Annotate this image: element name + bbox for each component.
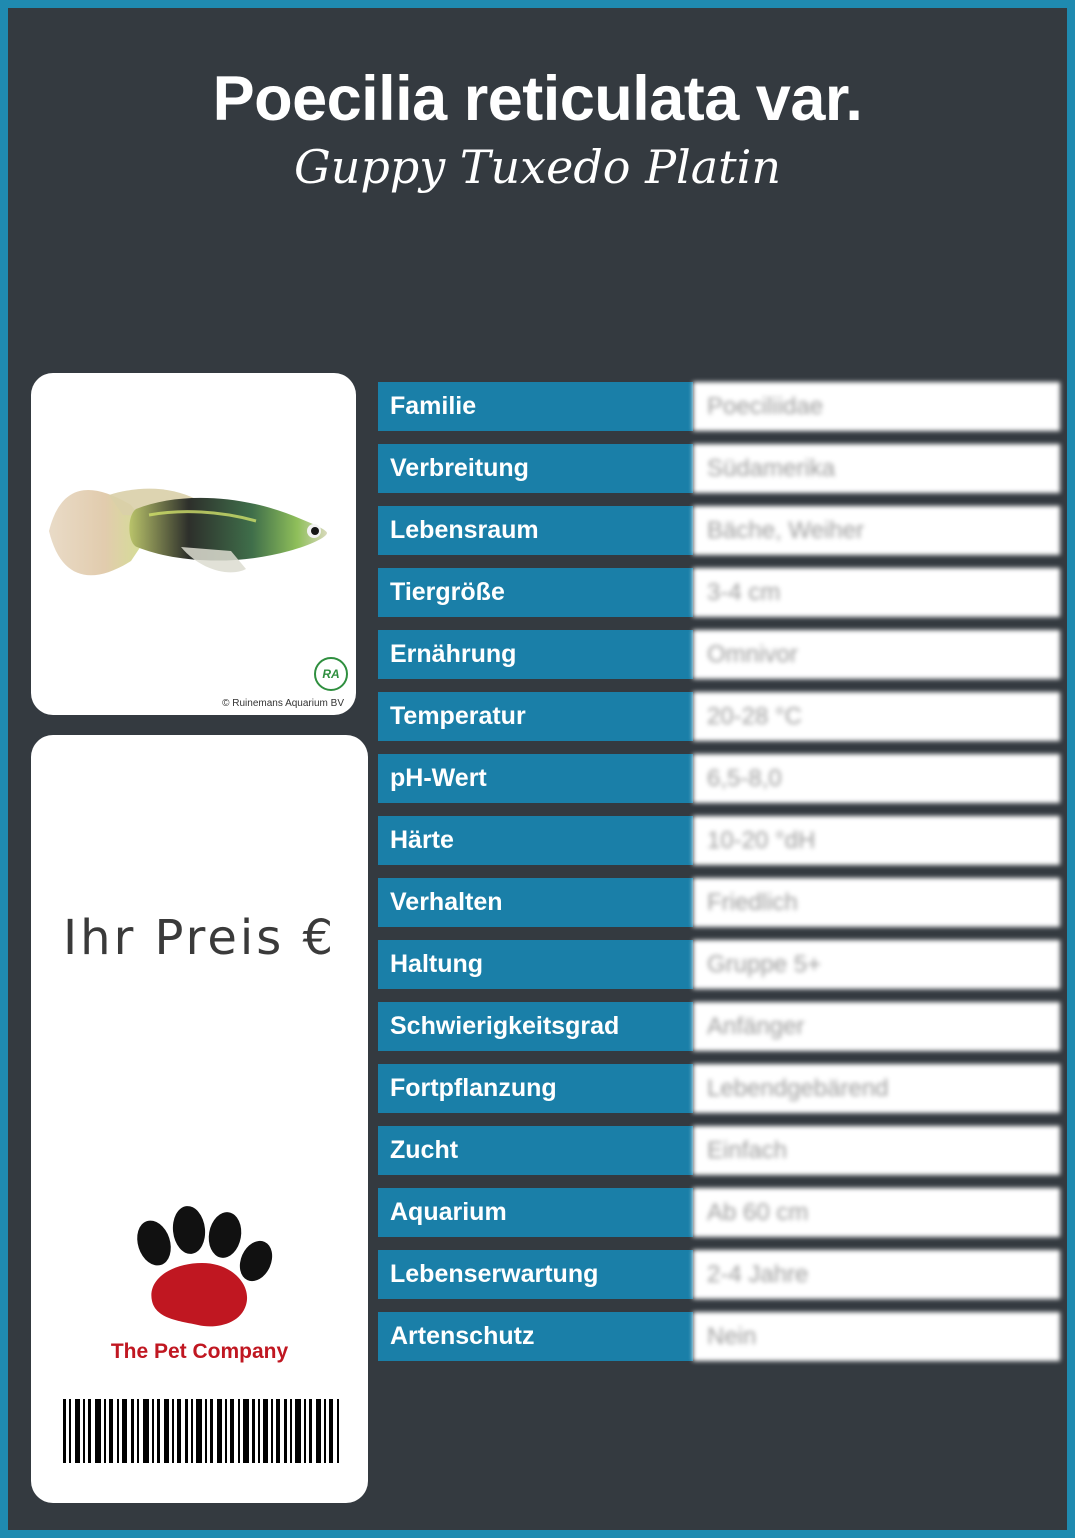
- row-label: Härte: [378, 816, 693, 865]
- table-row: [378, 754, 1060, 803]
- row-label: Aquarium: [378, 1188, 693, 1237]
- paw-logo-icon: [110, 1205, 290, 1335]
- page-title: Poecilia reticulata var.: [212, 64, 863, 134]
- row-value: 3-4 cm: [693, 568, 1060, 617]
- row-label: Zucht: [378, 1126, 693, 1175]
- species-info-table: [378, 382, 1060, 1374]
- table-row: [378, 940, 1060, 989]
- brand-name: The Pet Company: [110, 1340, 289, 1363]
- row-value: Gruppe 5+: [693, 940, 1060, 989]
- row-label: Tiergröße: [378, 568, 693, 617]
- title-block: [8, 66, 1067, 193]
- table-row: [378, 692, 1060, 741]
- table-row: [378, 878, 1060, 927]
- table-row: [378, 630, 1060, 679]
- table-row: [378, 382, 1060, 431]
- row-value: Lebendgebärend: [693, 1064, 1060, 1113]
- row-label: Lebensraum: [378, 506, 693, 555]
- row-label: Temperatur: [378, 692, 693, 741]
- table-row: [378, 1312, 1060, 1361]
- table-row: [378, 1250, 1060, 1299]
- row-value: Poeciliidae: [693, 382, 1060, 431]
- row-value: 10-20 °dH: [693, 816, 1060, 865]
- row-value: Einfach: [693, 1126, 1060, 1175]
- barcode: [59, 1395, 341, 1467]
- row-label: Verhalten: [378, 878, 693, 927]
- row-label: Artenschutz: [378, 1312, 693, 1361]
- row-label: Haltung: [378, 940, 693, 989]
- row-label: Verbreitung: [378, 444, 693, 493]
- table-row: [378, 444, 1060, 493]
- row-label: Schwierigkeitsgrad: [378, 1002, 693, 1051]
- table-row: [378, 816, 1060, 865]
- table-row: [378, 1188, 1060, 1237]
- photo-card: [31, 373, 356, 715]
- row-label: Familie: [378, 382, 693, 431]
- table-row: [378, 1002, 1060, 1051]
- page-subtitle: Guppy Tuxedo Platin: [293, 140, 782, 195]
- row-value: Nein: [693, 1312, 1060, 1361]
- row-value: Südamerika: [693, 444, 1060, 493]
- row-label: pH-Wert: [378, 754, 693, 803]
- price-label: Ihr Preis €: [62, 910, 337, 966]
- price-card: [31, 735, 368, 1503]
- row-label: Ernährung: [378, 630, 693, 679]
- row-value: Ab 60 cm: [693, 1188, 1060, 1237]
- row-value: 20-28 °C: [693, 692, 1060, 741]
- table-row: [378, 1064, 1060, 1113]
- row-value: Omnivor: [693, 630, 1060, 679]
- row-value: Friedlich: [693, 878, 1060, 927]
- row-label: Lebenserwartung: [378, 1250, 693, 1299]
- row-label: Fortpflanzung: [378, 1064, 693, 1113]
- row-value: Bäche, Weiher: [693, 506, 1060, 555]
- row-value: 6,5-8,0: [693, 754, 1060, 803]
- fish-image: [31, 443, 356, 623]
- photo-copyright: © Ruinemans Aquarium BV: [222, 698, 344, 709]
- row-value: 2-4 Jahre: [693, 1250, 1060, 1299]
- row-value: Anfänger: [693, 1002, 1060, 1051]
- table-row: [378, 506, 1060, 555]
- poster-page: [8, 8, 1067, 1530]
- table-row: [378, 568, 1060, 617]
- table-row: [378, 1126, 1060, 1175]
- supplier-logo: RA: [314, 657, 348, 691]
